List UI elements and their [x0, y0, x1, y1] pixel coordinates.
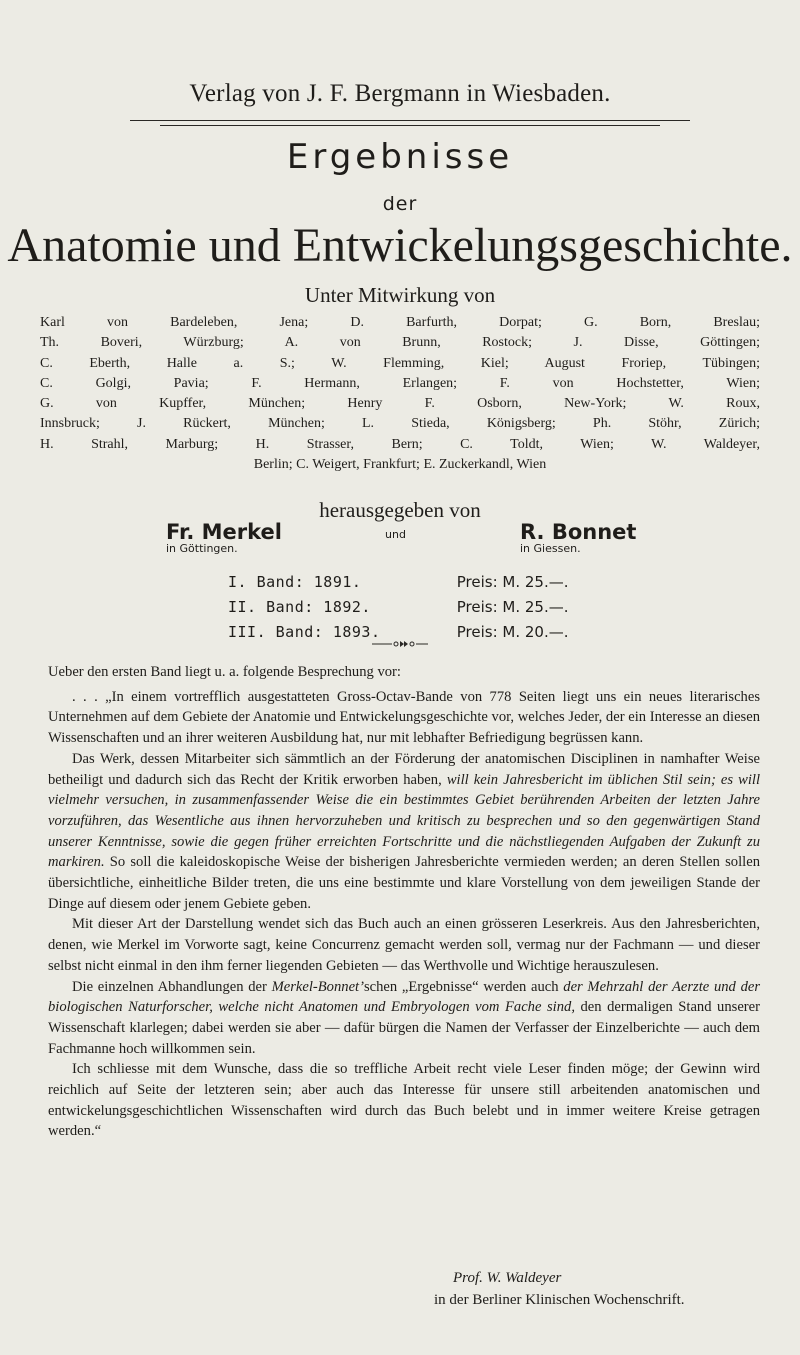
volumes-list [228, 570, 648, 645]
volume-band: I. Band: 1891. [228, 573, 362, 591]
header-rule-thick [130, 120, 690, 121]
volume-row [228, 620, 648, 645]
review-p4-end: den dermaligen Stand unserer Wissenschaft klarlegen; dabei werden sie aber — dafür bürgen die Namen der Verfasser der Einzelberichte — auch dem Fachmanne hoch willkommen sein. [48, 999, 760, 1057]
review-p2-italic: will kein Jahresbericht im üblichen Stil sein; es will vielmehr versuchen, in zusammenfassender Weise die ein bestimmtes Gebiet berührenden Arbeiten der letzten Jahre vorzuführen, das Wesentliche aus ihnen hervorzuheben und kritisch zu besprechen und so den gegenwärtigen Stand unserer Kenntnisse, sowie die gegen früher erreichten Fortschritte und die nächstliegenden Aufgaben der Zukunft zu markiren. [48, 771, 761, 871]
title-anatomie: Anatomie und Entwickelungsgeschichte. [7, 219, 793, 272]
review-paragraph-5: Ich schliesse mit dem Wunsche, dass die so treffliche Arbeit recht viele Leser finden möge; der Gewinn wird reichlich auf Seite der letzteren sein; aber auch das Interesse für unsere still arbeitenden anatomischen und entwickelungsgeschichtlichen Wissenschaften wird durch das Buch belebt und in immer weitere Kreise getragen werden.“ [48, 1061, 760, 1140]
volume-price: Preis: M. 25.—. [456, 598, 569, 616]
editors-intro: herausgegeben von [319, 498, 481, 522]
review-p2-end: So soll die kaleidoskopische Weise der bisherigen Jahresberichte vermieden werden; an deren Stellen sollen übersichtliche, einheitliche Bilder treten, die uns eine bestimmte und klare Vorstellung von dem jeweiligen Stande der Dinge auf diesem oder jenem Gebiete geben. [48, 854, 760, 912]
review-p4-mid: schen „Ergebnisse“ werden auch [363, 978, 564, 995]
contributors-line: G. von Kupffer, München; Henry F. Osborn, New-York; W. Roux, [40, 396, 760, 412]
review-p2-start: Das Werk, dessen Mitarbeiter sich sämmtlich an der Förderung der anatomischen Disciplinen in namhafter Weise betheiligt und dadurch sich das Recht der Kritik erworben haben, [48, 750, 760, 788]
contributors-list [40, 313, 760, 475]
publisher-line: Verlag von J. F. Bergmann in Wiesbaden. [189, 80, 611, 107]
volume-band: III. Band: 1893. [228, 623, 381, 641]
volume-price: Preis: M. 25.—. [456, 573, 569, 591]
contributors-line: Th. Boveri, Würzburg; A. von Brunn, Rostock; J. Disse, Göttingen; [40, 335, 760, 351]
review-paragraph-2 [48, 749, 760, 915]
editor-bonnet-place: in Giessen. [520, 542, 581, 555]
editor-merkel-name: Fr. Merkel [166, 520, 282, 544]
collaboration-intro: Unter Mitwirkung von [304, 283, 496, 307]
review-paragraph-3: Mit dieser Art der Darstellung wendet sich das Buch auch an einen grösseren Leserkreis. Aus den Jahresberichten, denen, wie Merkel im Vorworte sagt, keine Concurrenz gemacht werden soll, vermag nur der Fachmann — und dieser selbst nicht einmal in den ihm ferner liegenden Gebieten — das Werthvolle und Wichtige herauszulesen. [48, 916, 760, 974]
review-signature-block [0, 1267, 800, 1311]
header-rule-thin [160, 125, 660, 126]
editor-merkel-place: in Göttingen. [166, 542, 238, 555]
title-der: der [382, 193, 418, 215]
editor-bonnet-name: R. Bonnet [520, 520, 637, 544]
review-paragraph-1: . . . „In einem vortrefflich ausgestatteten Gross-Octav-Bande von 778 Seiten liegt uns ein neues literarisches Unternehmen auf dem Gebiete der Anatomie und Entwickelungsgeschichte vor, welches Jeder, der ein Interesse an diesen Wissenschaften und an ihrer weiteren Ausbildung hat, nur mit lebhafter Befriedigung begrüssen kann. [48, 688, 760, 747]
review-source: in der Berliner Klinischen Wochenschrift. [434, 1292, 685, 1308]
title-ergebnisse: Ergebnisse [286, 137, 514, 177]
contributors-line: Innsbruck; J. Rückert, München; L. Stieda, Königsberg; Ph. Stöhr, Zürich; [40, 416, 760, 432]
volume-row [228, 570, 648, 595]
review-p4-start: Die einzelnen Abhandlungen der [72, 978, 272, 995]
review-paragraph-4 [48, 977, 760, 1060]
review-text [48, 662, 760, 1142]
editors-row [0, 520, 800, 570]
volume-band: II. Band: 1892. [228, 598, 371, 616]
contributors-line: Karl von Bardeleben, Jena; D. Barfurth, Dorpat; G. Born, Breslau; [40, 315, 760, 330]
editor-left [166, 520, 282, 555]
review-p4-italic-1: Merkel-Bonnet’ [271, 978, 364, 995]
review-signature: Prof. W. Waldeyer [453, 1270, 562, 1286]
ornament-divider-icon [370, 640, 430, 648]
editors-conjunction: und [385, 528, 406, 541]
contributors-line: H. Strahl, Marburg; H. Strasser, Bern; C. Toldt, Wien; W. Waldeyer, [40, 436, 760, 452]
review-p4-italic-2: der Mehrzahl der Aerzte und der biologischen Naturforscher, welche nicht Anatomen und Embryologen vom Fache sind, [48, 978, 761, 1016]
contributors-line: C. Golgi, Pavia; F. Hermann, Erlangen; F. von Hochstetter, Wien; [40, 375, 760, 391]
review-intro: Ueber den ersten Band liegt u. a. folgende Besprechung vor: [48, 664, 401, 680]
volume-price: Preis: M. 20.—. [456, 623, 569, 641]
volume-row [228, 595, 648, 620]
contributors-line: C. Eberth, Halle a. S.; W. Flemming, Kiel; August Froriep, Tübingen; [40, 355, 760, 371]
editor-right [520, 520, 636, 555]
contributors-line: Berlin; C. Weigert, Frankfurt; E. Zuckerkandl, Wien [253, 457, 547, 473]
